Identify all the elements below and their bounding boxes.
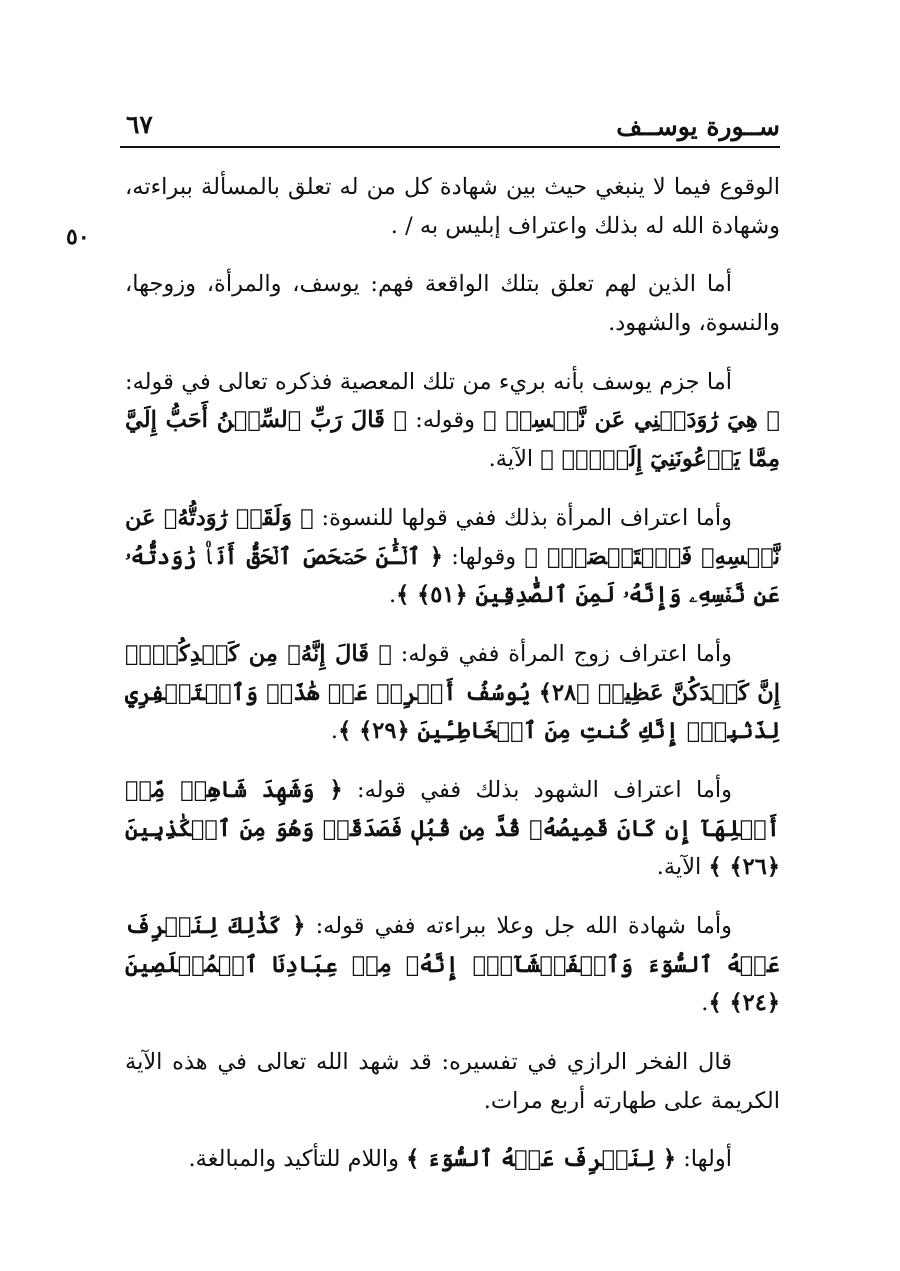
quran-verse: ﴿ قَالَ إِنَّهُۥ مِن كَيۡدِكُنَّۖ إِنَّ كَيۡدَكُنَّ عَظِيمٞ ﴿٢٨﴾ يُوسُفُ أَعۡرِضۡ عَنۡ هَٰذَاۚ وَٱسۡتَغۡفِرِي لِذَنۢبِكِۖ إِنَّكِ كُنتِ مِنَ ٱلۡخَاطِـِٔينَ ﴿٢٩﴾ ﴾ bbox=[125, 640, 780, 745]
surah-title: ســورة يوســف bbox=[616, 112, 780, 141]
paragraph-text: . bbox=[330, 718, 339, 745]
paragraph-3 bbox=[125, 363, 780, 479]
paragraph-text: وقولها: bbox=[442, 543, 525, 570]
quran-verse: ﴿ وَلَقَدۡ رَٰوَدتُّهُۥ عَن نَّفۡسِهِۦ فَٱسۡتَعۡصَمَۖ ﴾ bbox=[125, 504, 780, 570]
paragraph-text: الآية. bbox=[656, 854, 709, 881]
paragraph-4 bbox=[125, 499, 780, 615]
quran-verse: ﴿ هِيَ رَٰوَدَتۡنِي عَن نَّفۡسِيۚ ﴾ bbox=[483, 407, 780, 434]
paragraph-text: أما الذين لهم تعلق بتلك الواقعة فهم: يوسف، والمرأة، وزوجها، والنسوة، والشهود. bbox=[125, 271, 780, 337]
margin-page-reference: ٥٠ bbox=[66, 224, 90, 250]
paragraph-text: . bbox=[388, 582, 397, 609]
quran-verse: ﴿ كَذَٰلِكَ لِنَصۡرِفَ عَنۡهُ ٱلسُّوٓءَ وَٱلۡفَحۡشَآءَۚ إِنَّهُۥ مِنۡ عِبَادِنَا ٱلۡمُخۡلَصِينَ ﴿٢٤﴾ ﴾ bbox=[125, 913, 780, 1017]
page-header bbox=[120, 100, 780, 148]
paragraph-text: وأما اعتراف زوج المرأة ففي قوله: bbox=[391, 640, 732, 667]
paragraph-text: أولها: bbox=[676, 1146, 732, 1173]
paragraph-6 bbox=[125, 771, 780, 887]
paragraph-5 bbox=[125, 635, 780, 751]
paragraph-9 bbox=[125, 1140, 780, 1179]
quran-verse: ﴿ لِنَصۡرِفَ عَنۡهُ ٱلسُّوٓءَ ﴾ bbox=[406, 1146, 677, 1173]
page-number: ٦٧ bbox=[126, 110, 153, 139]
paragraph-7 bbox=[125, 907, 780, 1023]
paragraph-text: وأما اعتراف الشهود بذلك ففي قوله: bbox=[342, 776, 732, 803]
page-body bbox=[125, 168, 780, 1199]
paragraph-2 bbox=[125, 265, 780, 342]
paragraph-text: الوقوع فيما لا ينبغي حيث بين شهادة كل من له تعلق بالمسألة ببراءته، وشهادة الله له بذلك واعتراف إبليس به / . bbox=[125, 174, 780, 239]
paragraph-8 bbox=[125, 1043, 780, 1120]
paragraph-text: الآية. bbox=[488, 446, 541, 473]
quran-verse: ﴿ وَشَهِدَ شَاهِدٞ مِّنۡ أَهۡلِهَآ إِن كَانَ قَمِيصُهُۥ قُدَّ مِن قُبُلٖ فَصَدَقَتۡ وَهُوَ مِنَ ٱلۡكَٰذِبِينَ ﴿٢٦﴾ ﴾ bbox=[125, 776, 780, 881]
paragraph-text: قال الفخر الرازي في تفسيره: قد شهد الله تعالى في هذه الآية الكريمة على طهارته أربع مرات. bbox=[125, 1049, 780, 1114]
quran-verse: ﴿ قَالَ رَبِّ ٱلسِّجۡنُ أَحَبُّ إِلَيَّ مِمَّا يَدۡعُونَنِيٓ إِلَيۡهِۖ ﴾ bbox=[125, 407, 780, 473]
paragraph-text: أما جزم يوسف بأنه بريء من تلك المعصية فذكره تعالى في قوله: bbox=[125, 368, 732, 395]
quran-verse: ﴿ ٱلۡـَٰٔنَ حَصۡحَصَ ٱلۡحَقُّ أَنَا۠ رَٰوَدتُّهُۥ عَن نَّفۡسِهِۦ وَإِنَّهُۥ لَمِنَ ٱلصَّٰدِقِينَ ﴿٥١﴾ ﴾ bbox=[125, 543, 780, 609]
paragraph-text: . bbox=[701, 990, 709, 1017]
paragraph-text: وأما اعتراف المرأة بذلك ففي قولها للنسوة: bbox=[313, 504, 732, 531]
paragraph-text: واللام للتأكيد والمبالغة. bbox=[188, 1146, 407, 1173]
paragraph-text: وأما شهادة الله جل وعلا ببراءته ففي قوله: bbox=[305, 913, 732, 939]
paragraph-text: وقوله: bbox=[407, 407, 484, 434]
paragraph-1 bbox=[125, 168, 780, 245]
